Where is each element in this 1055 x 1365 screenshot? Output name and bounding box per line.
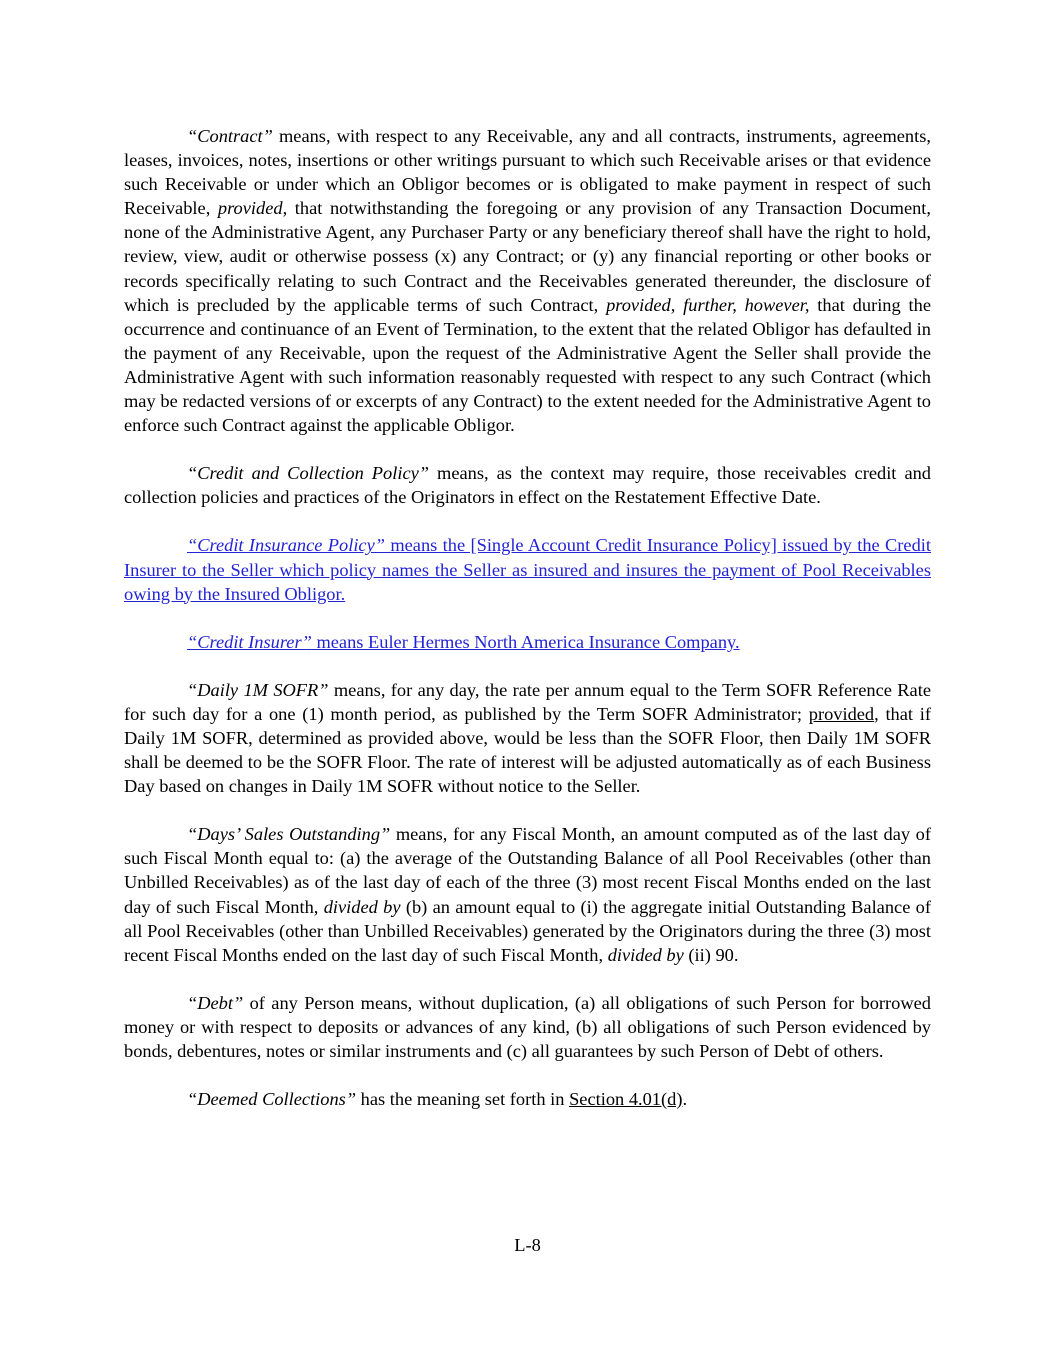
definition-credit-insurer	[124, 630, 931, 654]
credit-and-collection-policy-text: means, as the context may require, those receivables credit and collection policies and practices of the Originators in effect on the Restatement Effective Date.	[124, 463, 931, 508]
dso-text-2: (b) an amount equal to (i) the aggregate initial Outstanding Balance of all Pool Receivables (other than Unbilled Receivables) generated by the Originators during the three (3) most recent Fiscal Months ended on the last day of such Fiscal Month,	[124, 896, 931, 965]
daily-1m-sofr-text-1: means, for any day, the rate per annum equal to the Term SOFR Reference Rate for such day for a one (1) month period, as published by the Term SOFR Administrator;	[124, 679, 931, 724]
contract-text-1: means, with respect to any Receivable, any and all contracts, instruments, agreements, leases, invoices, notes, insertions or other writings pursuant to which such Receivable arises or that evidence such Receivable or under which an Obligor becomes or is obligated to make payment in respect of such Receivable,	[124, 126, 931, 219]
term-days-sales-outstanding: “Days’ Sales Outstanding”	[187, 824, 391, 845]
definition-debt	[124, 991, 931, 1063]
debt-text: of any Person means, without duplication, (a) all obligations of such Person for borrowed money or with respect to deposits or advances of any kind, (b) all obligations of such Person evidenced by bonds, debentures, notes or similar instruments and (c) all guarantees by such Person of Debt of others.	[124, 992, 931, 1061]
daily-1m-sofr-provided: provided	[808, 703, 875, 724]
dso-divided-by-2: divided by	[607, 944, 684, 965]
credit-insurance-policy-text: means the [Single Account Credit Insurance Policy] issued by the Credit Insurer to the Seller which policy names the Seller as insured and insures the payment of Pool Receivables owing by the Insured Obligor.	[124, 535, 931, 604]
definition-days-sales-outstanding	[124, 822, 931, 967]
term-debt: “Debt”	[187, 992, 244, 1013]
definition-credit-insurance-policy	[124, 533, 931, 605]
contract-provided-further: provided, further, however,	[606, 294, 810, 315]
document-page	[124, 124, 931, 1111]
section-reference-link: Section 4.01(d)	[569, 1089, 683, 1110]
term-deemed-collections: “Deemed Collections”	[187, 1089, 357, 1110]
contract-provided: provided	[217, 198, 283, 219]
deemed-collections-text-2: .	[682, 1089, 688, 1110]
term-daily-1m-sofr: “Daily 1M SOFR”	[187, 679, 329, 700]
term-credit-insurance-policy: “Credit Insurance Policy”	[187, 535, 385, 556]
contract-text-3: that during the occurrence and continuance of an Event of Termination, to the extent that the related Obligor has defaulted in the payment of any Receivable, upon the request of the Administrative Agent the Seller shall provide the Administrative Agent with such information reasonably requested with respect to any such Contract (which may be redacted versions of or excerpts of any Contract) to the extent needed for the Administrative Agent to enforce such Contract against the applicable Obligor.	[124, 294, 931, 436]
term-contract: “Contract”	[187, 126, 273, 146]
definition-daily-1m-sofr	[124, 678, 931, 798]
deemed-collections-text-1: has the meaning set forth in	[356, 1089, 570, 1110]
dso-divided-by-1: divided by	[323, 896, 401, 917]
dso-text-1: means, for any Fiscal Month, an amount computed as of the last day of such Fiscal Month equal to: (a) the average of the Outstanding Balance of all Pool Receivables (other than Unbilled Receivables) as of the last day of each of the three (3) most recent Fiscal Months ended on the last day of such Fiscal Month,	[124, 824, 931, 917]
contract-text-2: , that notwithstanding the foregoing or any provision of any Transaction Document, none of the Administrative Agent, any Purchaser Party or any beneficiary thereof shall have the right to hold, review, view, audit or otherwise possess (x) any Contract; or (y) any financial reporting or other books or records specifically relating to such Contract and the Receivables generated thereunder, the disclosure of which is precluded by the applicable terms of such Contract,	[124, 198, 932, 315]
term-credit-and-collection-policy: “Credit and Collection Policy”	[187, 463, 430, 484]
dso-text-3: (ii) 90.	[683, 944, 739, 965]
definition-credit-and-collection-policy	[124, 461, 931, 509]
definition-contract	[124, 124, 931, 437]
daily-1m-sofr-text-2: , that if Daily 1M SOFR, determined as provided above, would be less than the SOFR Floor, then Daily 1M SOFR shall be deemed to be the SOFR Floor. The rate of interest will be adjusted automatically as of each Business Day based on changes in Daily 1M SOFR without notice to the Seller.	[124, 703, 931, 797]
page-number: L-8	[514, 1235, 541, 1255]
term-credit-insurer: “Credit Insurer”	[187, 631, 312, 652]
definition-deemed-collections	[124, 1087, 931, 1111]
credit-insurer-text: means Euler Hermes North America Insurance Company.	[311, 631, 740, 652]
